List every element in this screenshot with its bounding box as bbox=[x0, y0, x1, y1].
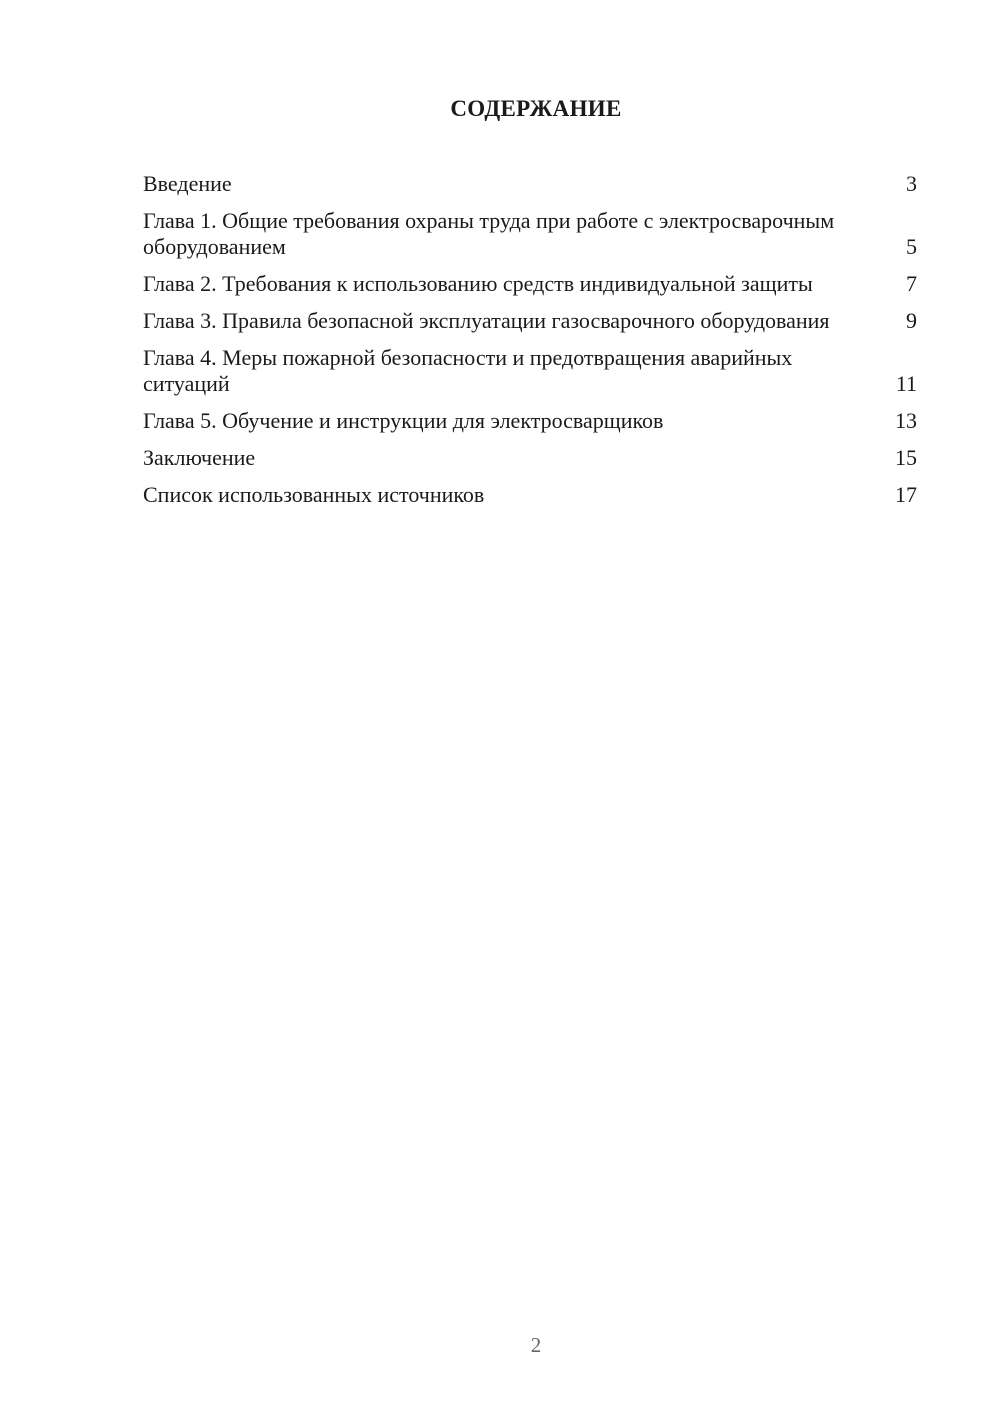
toc-entry-text: Глава 1. Общие требования охраны труда при работе с электросварочным оборудованием bbox=[143, 208, 835, 259]
table-of-contents bbox=[143, 171, 920, 519]
page-number: 2 bbox=[530, 1333, 542, 1357]
toc-entry-text: Список использованных источников bbox=[143, 482, 485, 507]
toc-entry-page: 17 bbox=[895, 482, 917, 507]
toc-entry-page: 13 bbox=[895, 408, 917, 433]
toc-entry-chapter-2 bbox=[143, 271, 920, 297]
toc-entry-text: Глава 4. Меры пожарной безопасности и предотвращения аварийных ситуаций bbox=[143, 345, 793, 396]
toc-entry-text: Заключение bbox=[143, 445, 256, 470]
toc-entry-text: Глава 2. Требования к использованию средств индивидуальной защиты bbox=[143, 271, 813, 296]
toc-entry-text: Введение bbox=[143, 171, 232, 196]
toc-entry-page: 7 bbox=[906, 271, 917, 296]
toc-entry-page: 9 bbox=[906, 308, 917, 333]
toc-entry-chapter-4 bbox=[143, 345, 920, 397]
toc-entry-page: 11 bbox=[895, 371, 917, 396]
toc-entry-text: Глава 5. Обучение и инструкции для электросварщиков bbox=[143, 408, 664, 433]
toc-entry-introduction bbox=[143, 171, 920, 197]
toc-heading: СОДЕРЖАНИЕ bbox=[450, 96, 622, 121]
toc-entry-chapter-3 bbox=[143, 308, 920, 334]
toc-entry-conclusion bbox=[143, 445, 920, 471]
toc-entry-page: 5 bbox=[906, 234, 917, 259]
toc-entry-chapter-1 bbox=[143, 208, 920, 260]
toc-entry-chapter-5 bbox=[143, 408, 920, 434]
toc-entry-references bbox=[143, 482, 920, 508]
toc-entry-page: 3 bbox=[906, 171, 917, 196]
toc-entry-text: Глава 3. Правила безопасной эксплуатации газосварочного оборудования bbox=[143, 308, 830, 333]
toc-entry-page: 15 bbox=[895, 445, 917, 470]
